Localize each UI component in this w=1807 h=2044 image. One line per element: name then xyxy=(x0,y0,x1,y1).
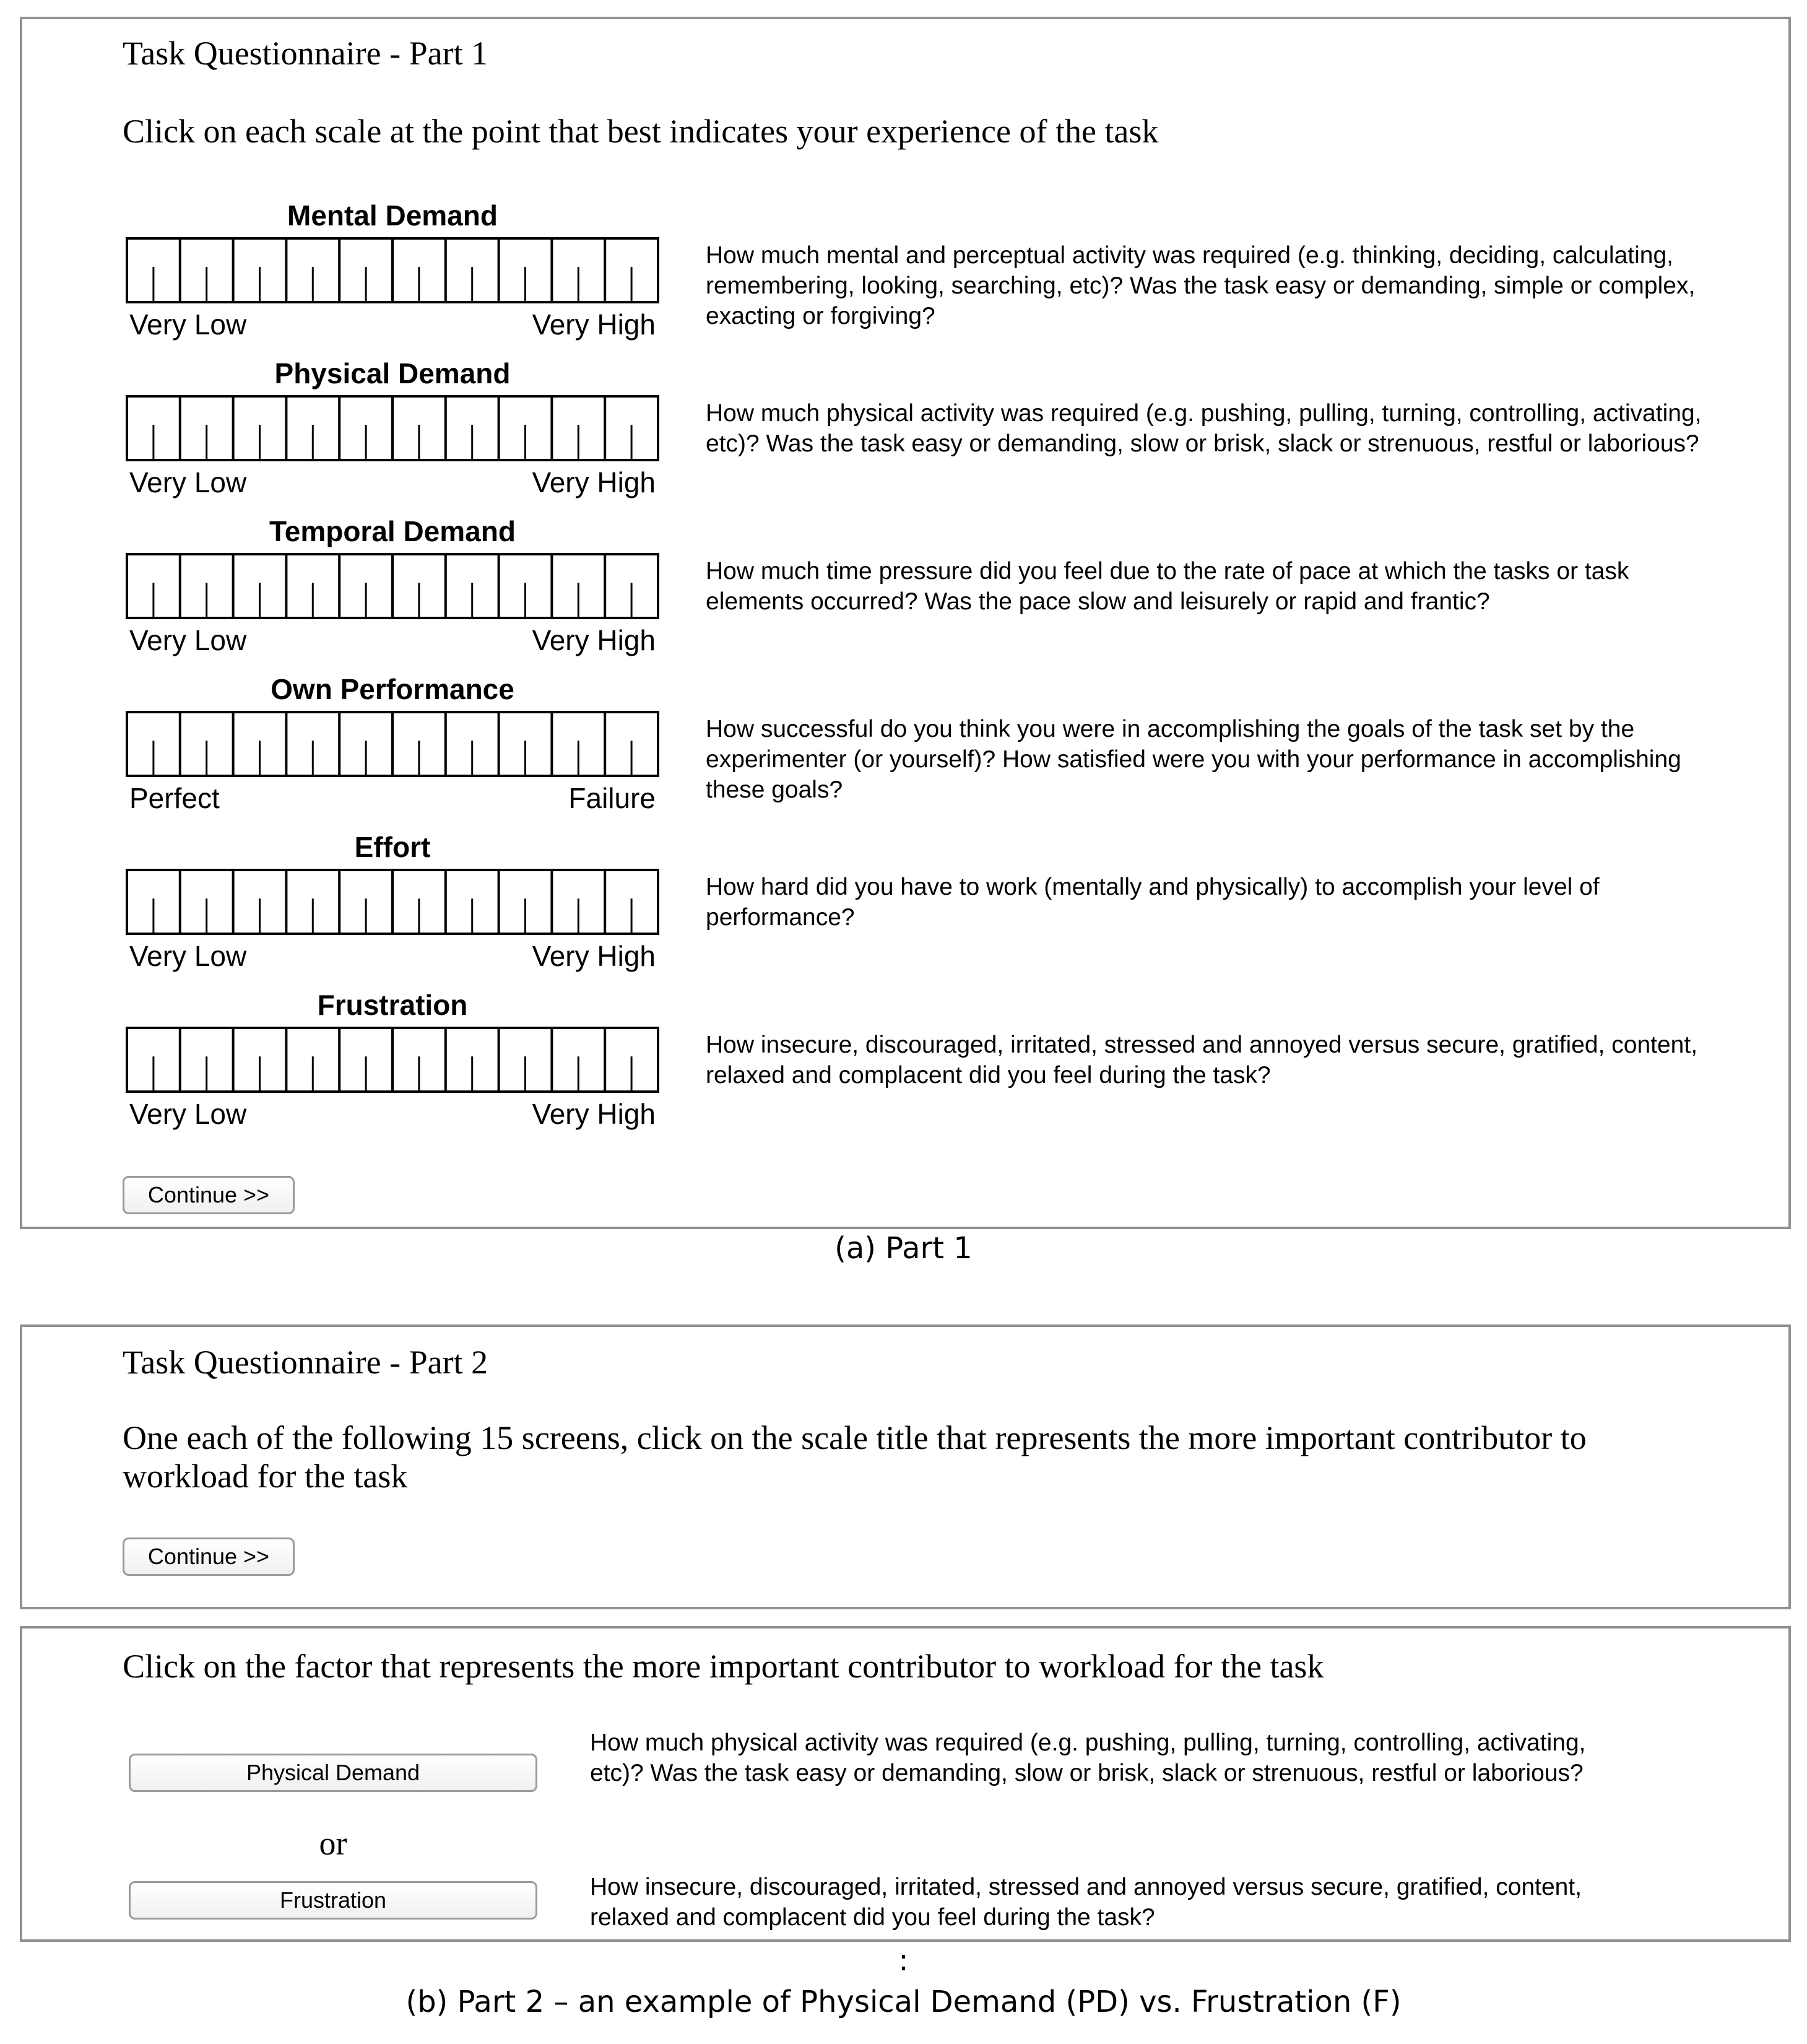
scale-title: Mental Demand xyxy=(287,199,498,232)
scale-title: Physical Demand xyxy=(274,357,511,389)
frustration-description: How insecure, discouraged, irritated, stressed and annoyed versus secure, gratified, content, relaxed and complacent did you feel during the task? xyxy=(590,1874,1582,1931)
scale-description: How much physical activity was required (e.g. pushing, pulling, turning, controlling, activating, etc)? Was the task easy or demanding, slow or brisk, slack or strenuous, restful or laborious? xyxy=(706,400,1702,457)
scale-description: How insecure, discouraged, irritated, stressed and annoyed versus secure, gratified, content, relaxed and complacent did you feel during the task? xyxy=(706,1032,1698,1089)
scale-description: How hard did you have to work (mentally and physically) to accomplish your level of performance? xyxy=(706,874,1600,931)
caption-part1: (a) Part 1 xyxy=(834,1231,973,1266)
scale-low-label: Very Low xyxy=(129,940,247,972)
scale-title: Frustration xyxy=(317,989,468,1021)
pairwise-comparison-panel xyxy=(20,1626,1791,1942)
part2-title: Task Questionnaire - Part 2 xyxy=(123,1344,488,1381)
scale-title: Own Performance xyxy=(271,673,514,705)
scale-title: Effort xyxy=(354,831,431,863)
scale-4 xyxy=(126,830,659,988)
rating-scale-bar[interactable] xyxy=(126,237,659,303)
scale-description: How much time pressure did you feel due to the rate of pace at which the tasks or task elements occurred? Was the pace slow and leisurely or rapid and frantic? xyxy=(706,558,1629,615)
scale-low-label: Very Low xyxy=(129,1098,247,1130)
rating-scale-bar[interactable] xyxy=(126,553,659,619)
scale-low-label: Very Low xyxy=(129,308,247,341)
scale-high-label: Very High xyxy=(532,624,656,656)
ellipsis: : xyxy=(898,1943,909,1978)
part1-title: Task Questionnaire - Part 1 xyxy=(123,35,488,72)
rating-scale-bar[interactable] xyxy=(126,1027,659,1093)
questionnaire-part1-panel xyxy=(20,17,1791,1229)
scale-1 xyxy=(126,356,659,514)
physical-demand-button[interactable]: Physical Demand xyxy=(129,1754,537,1792)
continue-button[interactable]: Continue >> xyxy=(123,1176,295,1214)
rating-scale-bar[interactable] xyxy=(126,395,659,461)
scale-2 xyxy=(126,514,659,672)
or-separator: or xyxy=(319,1825,347,1862)
questionnaire-part2-panel xyxy=(20,1324,1791,1609)
part1-instruction: Click on each scale at the point that best indicates your experience of the task xyxy=(123,113,1159,150)
scale-low-label: Very Low xyxy=(129,624,247,656)
rating-scale-bar[interactable] xyxy=(126,711,659,777)
scale-0 xyxy=(126,198,659,356)
continue-button-part2[interactable]: Continue >> xyxy=(123,1537,295,1576)
scale-description: How much mental and perceptual activity was required (e.g. thinking, deciding, calculating, remembering, looking, searching, etc)? Was the task easy or demanding, simple or complex, exacting or forgiving? xyxy=(706,242,1696,329)
scale-low-label: Perfect xyxy=(129,782,220,814)
physical-demand-description: How much physical activity was required (e.g. pushing, pulling, turning, controlling, activating, etc)? Was the task easy or demanding, slow or brisk, slack or strenuous, restful or laborious? xyxy=(590,1729,1586,1786)
scale-5 xyxy=(126,988,659,1146)
scale-high-label: Very High xyxy=(532,940,656,972)
scale-high-label: Very High xyxy=(532,466,656,498)
scale-description: How successful do you think you were in accomplishing the goals of the task set by the experimenter (or yourself)? How satisfied were you with your performance in accomplishing these goals? xyxy=(706,716,1681,803)
scale-high-label: Failure xyxy=(568,782,656,814)
frustration-button[interactable]: Frustration xyxy=(129,1881,537,1920)
caption-part2: (b) Part 2 – an example of Physical Demand (PD) vs. Frustration (F) xyxy=(405,1985,1402,2019)
scale-high-label: Very High xyxy=(532,308,656,341)
scale-title: Temporal Demand xyxy=(269,515,516,547)
scale-high-label: Very High xyxy=(532,1098,656,1130)
scale-3 xyxy=(126,672,659,830)
pairwise-instruction: Click on the factor that represents the more important contributor to workload for the task xyxy=(123,1648,1324,1685)
part2-instruction: One each of the following 15 screens, click on the scale title that represents the more important contributor to workload for the task xyxy=(123,1419,1587,1495)
rating-scale-bar[interactable] xyxy=(126,869,659,935)
scale-low-label: Very Low xyxy=(129,466,247,498)
